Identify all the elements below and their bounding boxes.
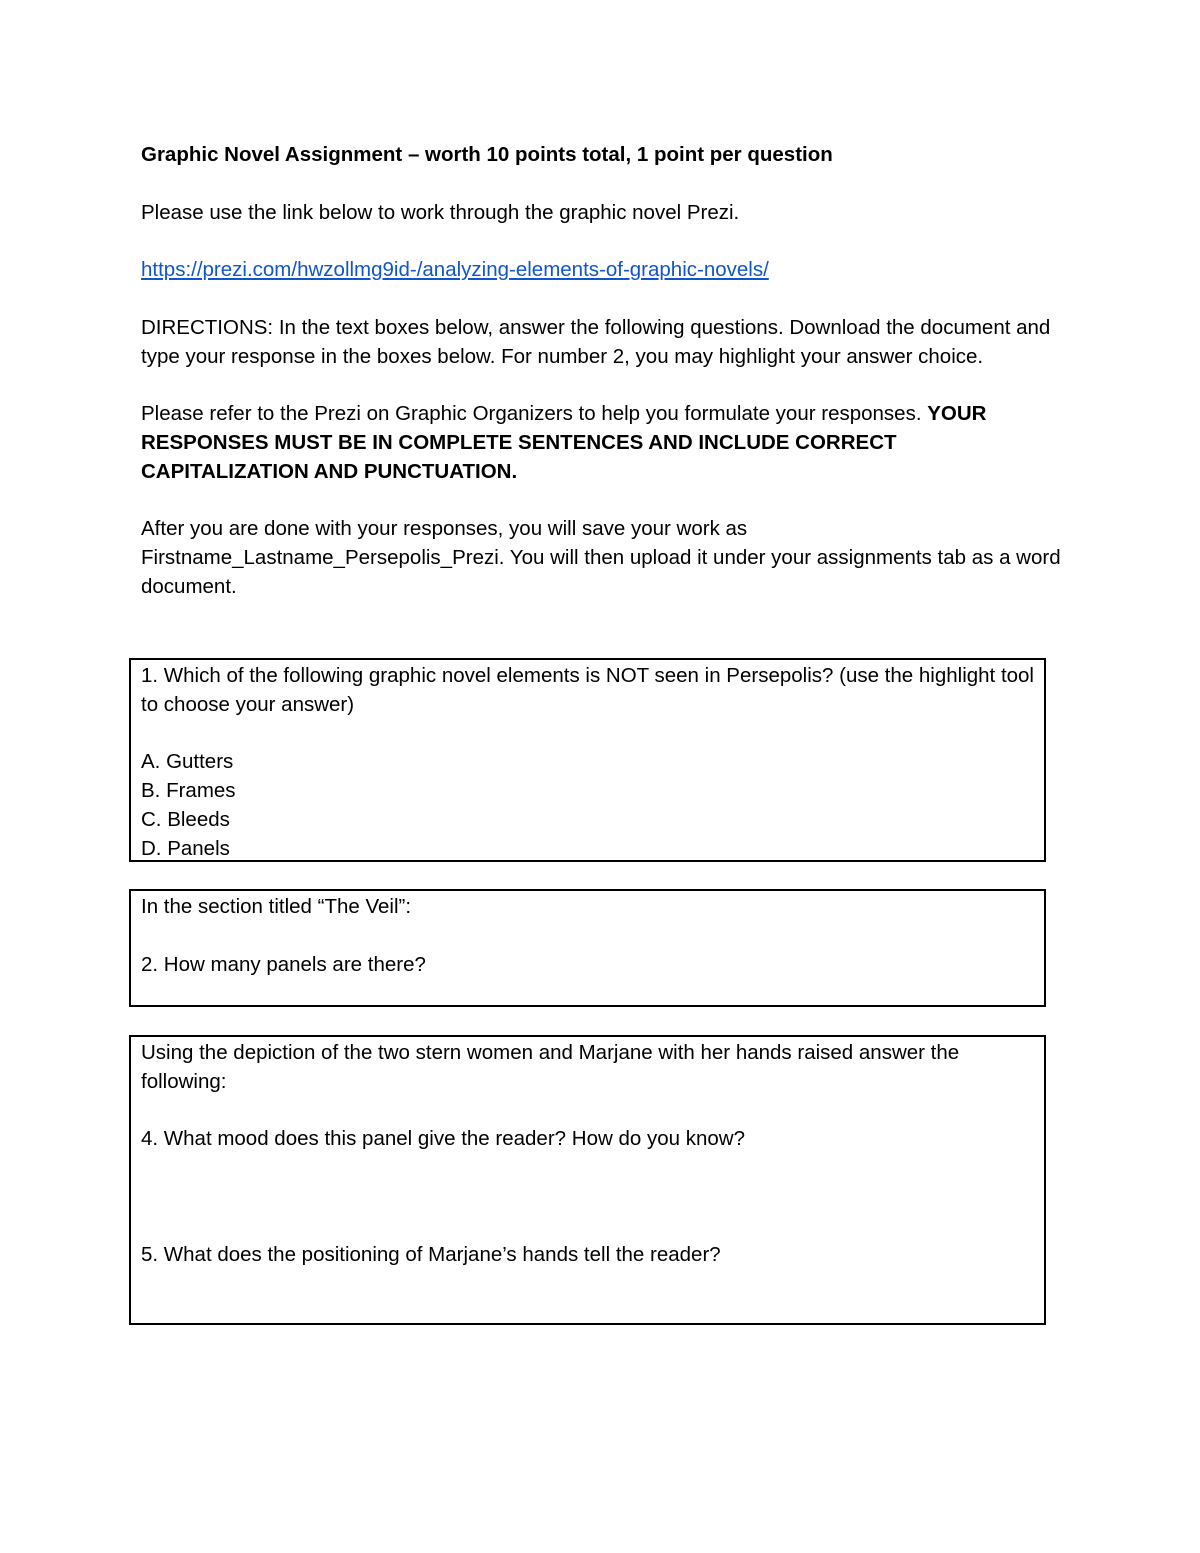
question-1-text: 1. Which of the following graphic novel elements is NOT seen in Persepolis? (use the highlight tool to choose your answer) [141,664,1034,716]
veil-section-heading: In the section titled “The Veil”: [141,895,412,918]
document-body [141,141,1061,631]
question-4-text: 4. What mood does this panel give the reader? How do you know? [141,1127,745,1151]
refer-paragraph [141,400,1061,486]
option-b[interactable]: B. Frames [141,779,236,803]
option-a[interactable]: A. Gutters [141,750,234,774]
option-d[interactable]: D. Panels [141,836,230,860]
refer-text: Please refer to the Prezi on Graphic Organizers to help you formulate your responses. [141,402,928,426]
save-line-1: After you are done with your responses, you will save your work as [141,517,748,541]
question-2-text: 2. How many panels are there? [141,952,426,976]
question-1-box[interactable] [129,658,1046,862]
save-line-2: Firstname_Lastname_Persepolis_Prezi. You will then upload it under your assignments tab as a word document. [141,546,1061,598]
question-5-text: 5. What does the positioning of Marjane’s hands tell the reader? [141,1242,721,1266]
depiction-heading: Using the depiction of the two stern women and Marjane with her hands raised answer the following: [141,1041,960,1093]
question-4-5-box[interactable] [129,1035,1046,1325]
question-2-box[interactable] [129,889,1046,1007]
save-paragraph [141,515,1061,601]
option-c[interactable]: C. Bleeds [141,807,230,831]
intro-text: Please use the link below to work through the graphic novel Prezi. [141,200,740,224]
assignment-title: Graphic Novel Assignment – worth 10 points total, 1 point per question [141,143,833,166]
refer-bold-text: YOUR RESPONSES MUST BE IN COMPLETE SENTENCES AND INCLUDE CORRECT CAPITALIZATION AND PUNCTUATION. [141,402,987,483]
prezi-link[interactable]: https://prezi.com/hwzollmg9id-/analyzing-elements-of-graphic-novels/ [141,258,769,282]
directions-text: DIRECTIONS: In the text boxes below, answer the following questions. Download the document and type your response in the boxes below. For number 2, you may highlight your answer choice. [141,315,1051,368]
